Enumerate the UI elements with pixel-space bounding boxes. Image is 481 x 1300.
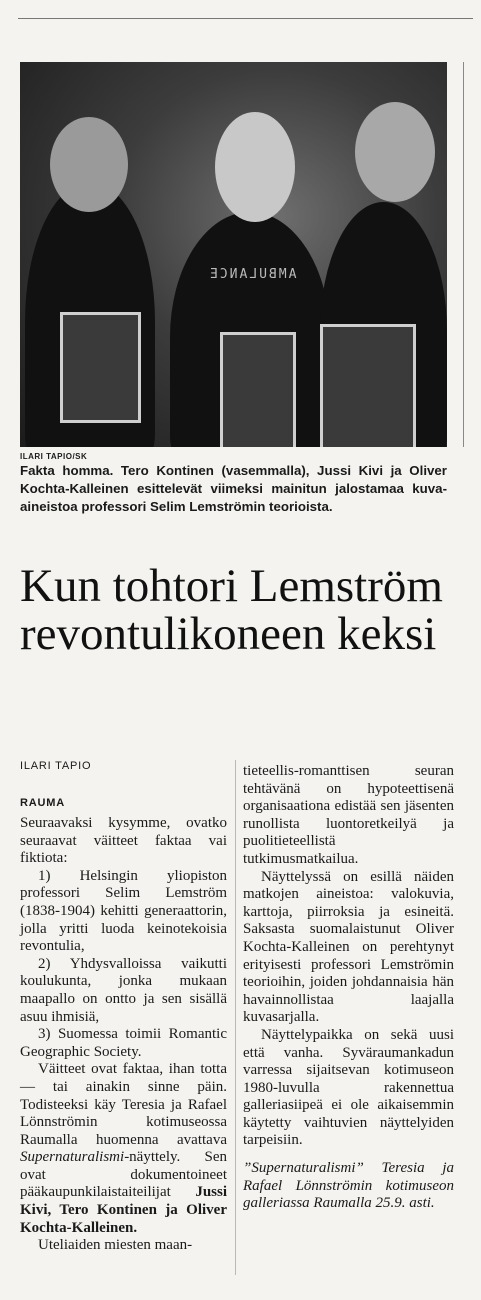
photo-credit: ILARI TAPIO/SK (20, 452, 88, 461)
article-column-1 (20, 815, 227, 1255)
paragraph: Näyttelyssä on esillä näiden matkojen aineistoa: valokuvia, karttoja, piirroksia ja esineitä. Saksasta suomalaistunut Oliver Kochta-Kalleinen on perehtynyt erityisesti professori Lemströmin teorioihin, joiden johdannaisia hän havainnollistaa laajalla kuvasarjalla. (243, 868, 454, 1026)
paragraph: Seuraavaksi kysymme, ovatko seuraavat väitteet faktaa vai fiktiota: (20, 815, 227, 867)
framed-picture-middle (220, 332, 296, 447)
paragraph-text: Väitteet ovat faktaa, ihan totta — tai ainakin sinne päin. Todisteeksi käy Teresia ja Rafael Lönnströmin kotimuseossa Raumalla huomenna avattava (20, 1061, 227, 1148)
shirt-print: AMBULANCE (208, 267, 297, 282)
paragraph-text: -näyttely. Sen ovat dokumentoineet pääkaupunkilaistaiteilijat (20, 1149, 227, 1201)
column-separator (235, 760, 236, 1275)
caption-text: Tero Kontinen (vasemmalla), Jussi Kivi ja Oliver Kochta-Kalleinen esittelevät viimeksi mainitun jalostamaa kuva-aineistoa professori Selim Lemströmin teorioista. (20, 463, 447, 514)
framed-picture-left (60, 312, 141, 423)
paragraph: 2) Yhdysvalloissa vaikutti koulukunta, jonka mukaan maapallo on ontto ja sen sisällä asuu ihmisiä, (20, 955, 227, 1025)
exhibition-info: ”Supernaturalismi” Teresia ja Rafael Lönnströmin kotimuseon galleriassa Raumalla 25.9. asti. (243, 1160, 454, 1212)
dateline-place: RAUMA (20, 797, 65, 809)
article-column-2 (243, 763, 454, 1213)
top-rule (18, 18, 473, 19)
caption-lead: Fakta homma. (20, 463, 114, 478)
person-left-head (50, 117, 128, 212)
framed-picture-right (320, 324, 416, 447)
artist-names: Jussi Kivi, Tero Kontinen ja Oliver Kochta-Kalleinen. (20, 1184, 227, 1236)
byline: ILARI TAPIO (20, 760, 92, 772)
photo-side-rule (463, 62, 464, 447)
paragraph: tieteellis-romanttisen seuran tehtävänä on hypoteettisenä organisaationa edistää sen jäsenten runollista luontoretkeilyä ja puolitieteellistä tutkimusmatkailua. (243, 763, 454, 867)
photo-caption (20, 462, 447, 516)
paragraph: Näyttelypaikka on sekä uusi että vanha. Syväraumankadun varressa sijaitsevan kotimuseon 1980-luvulla rakennettua galleriasiipeä ei ole aikaisemmin käytetty vaihtuvien näyttelyiden tarpeisiin. (243, 1026, 454, 1149)
paragraph: Uteliaiden miesten maan- (38, 1237, 193, 1254)
paragraph: 1) Helsingin yliopiston professori Selim Lemström (1838-1904) kehitti generaattorin, jolla yritti luoda keinotekoisia revontulia, (20, 867, 227, 955)
person-right-head (355, 102, 435, 202)
headline: Kun tohtori Lemström revontulikoneen keksi (20, 560, 443, 660)
person-middle-head (215, 112, 295, 222)
article-photo (20, 62, 447, 447)
paragraph: 3) Suomessa toimii Romantic Geographic Society. (20, 1026, 227, 1060)
paragraph (20, 1061, 227, 1237)
exhibition-name: Supernaturalismi (20, 1149, 125, 1166)
